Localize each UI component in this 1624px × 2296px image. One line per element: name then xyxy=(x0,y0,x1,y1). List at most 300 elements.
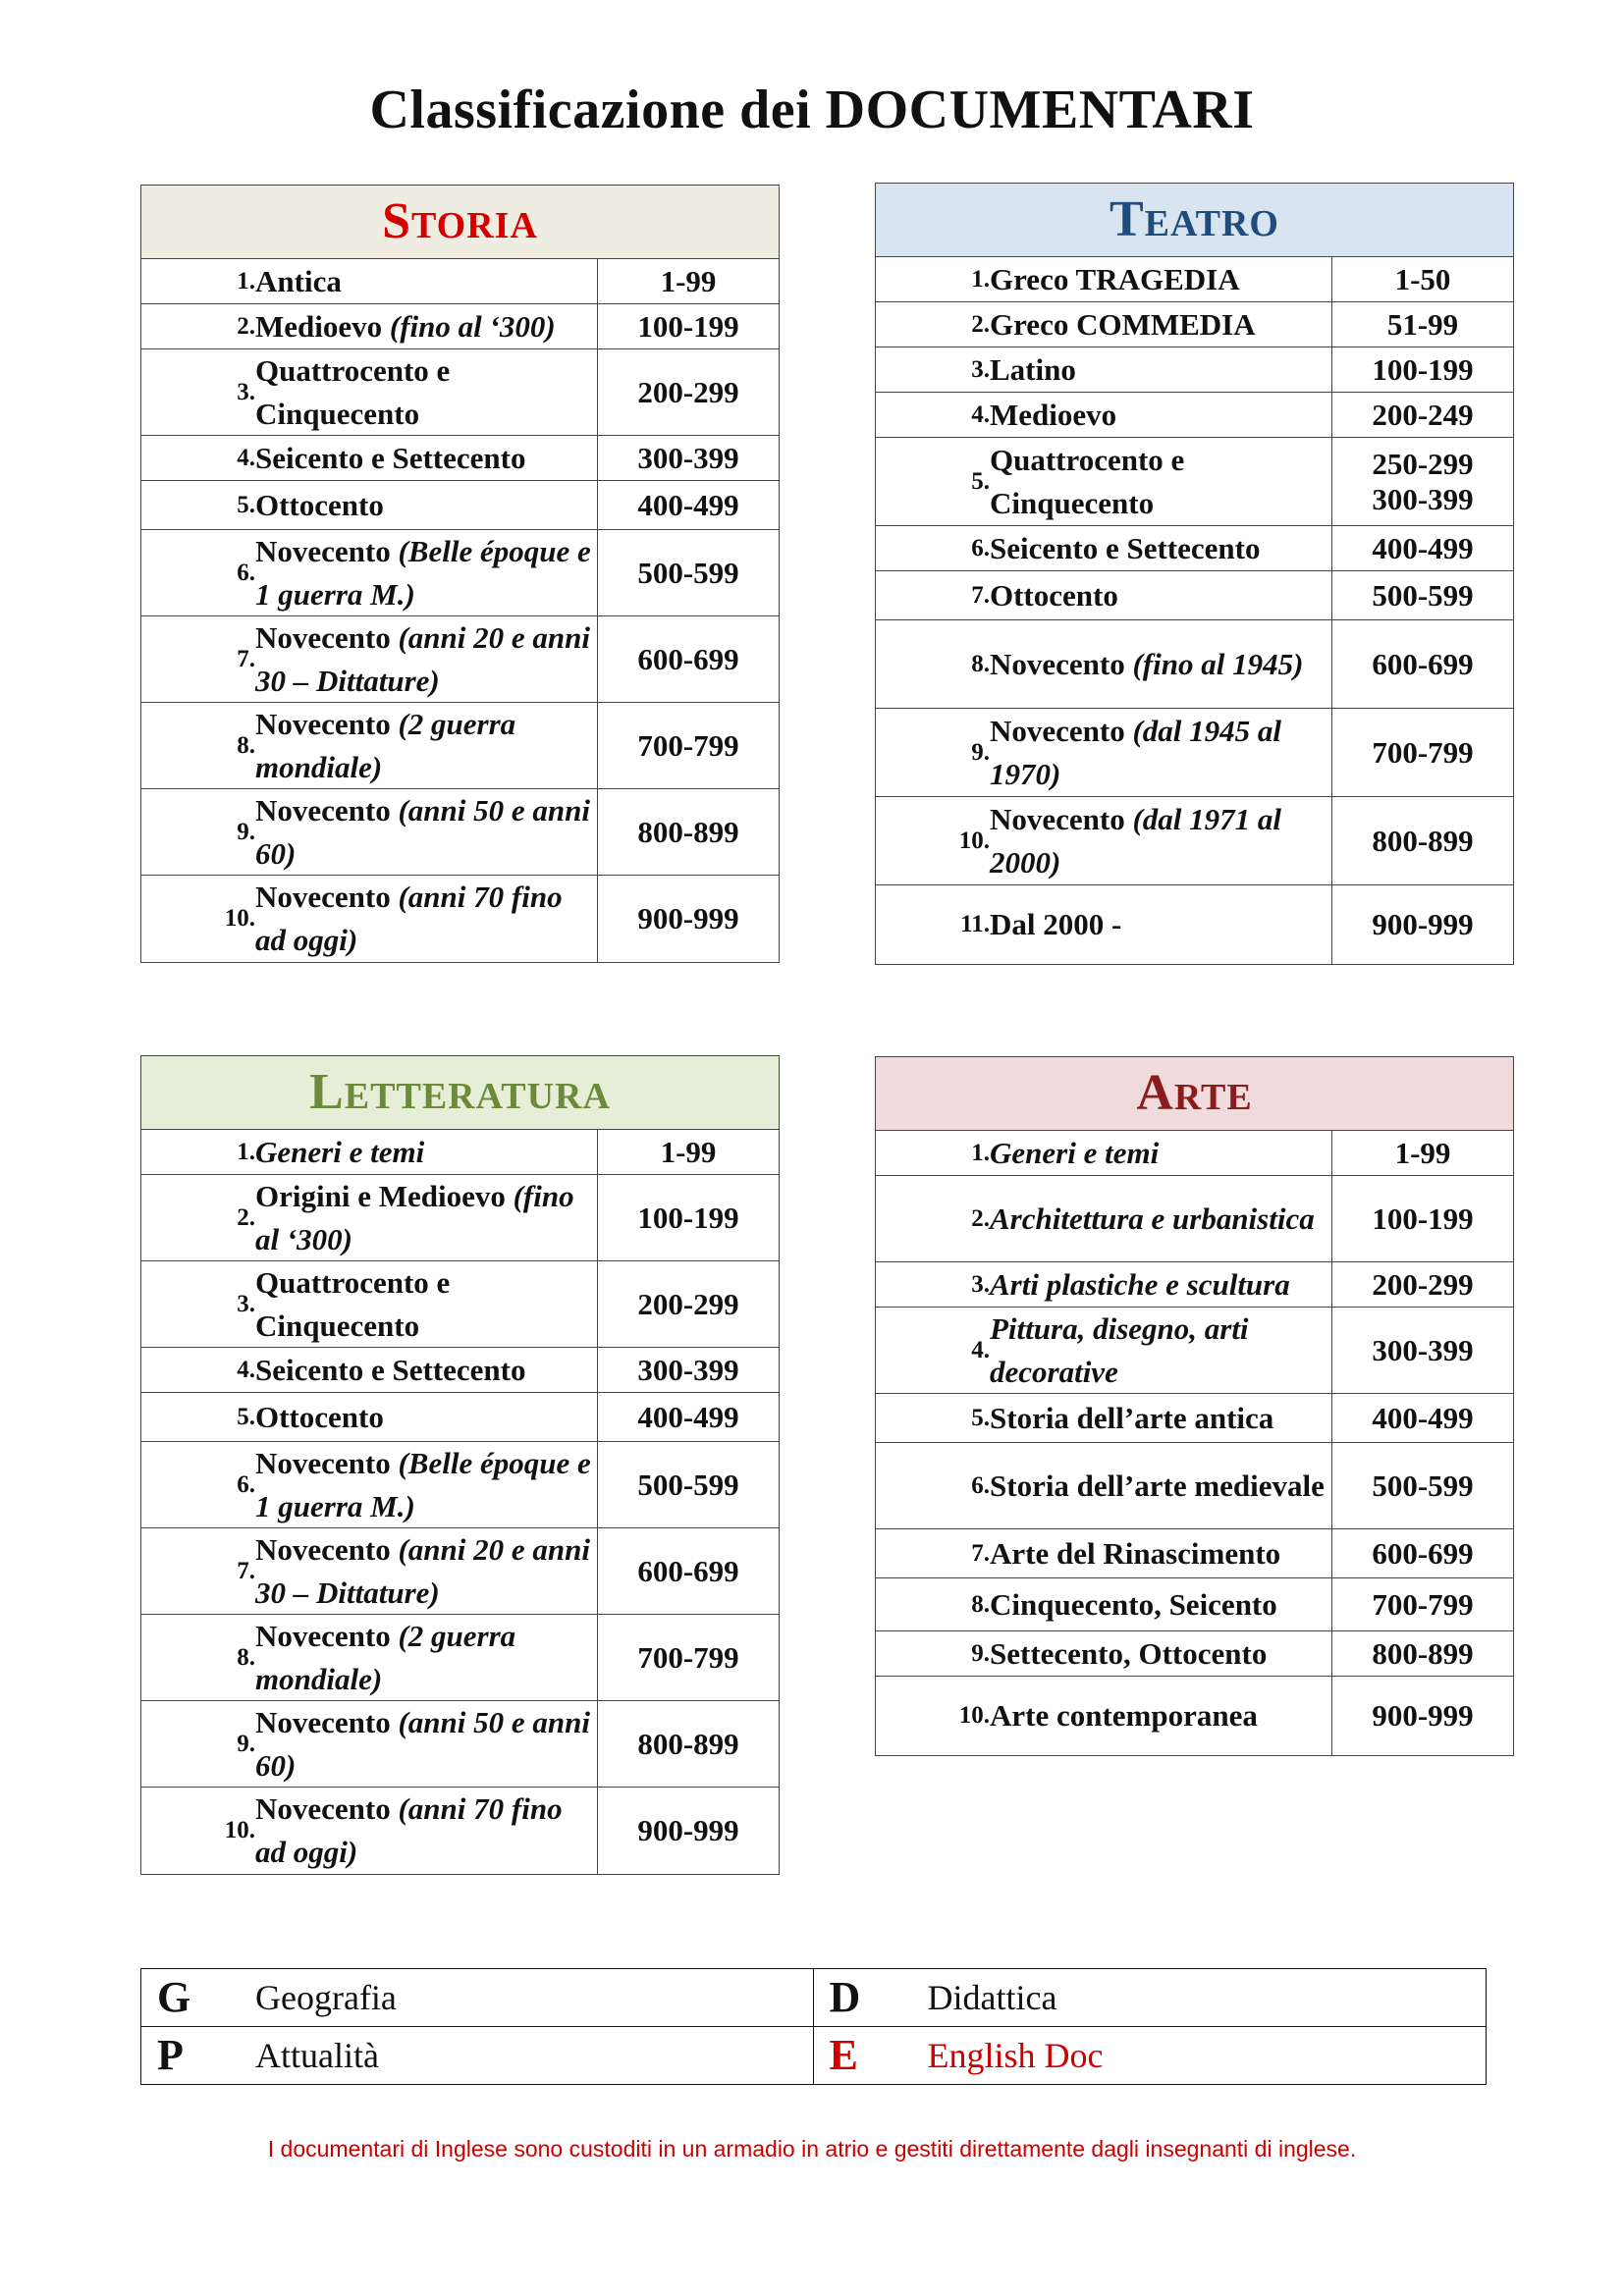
range-value: 300-399 xyxy=(1372,1332,1474,1367)
range-cell xyxy=(1332,571,1513,619)
row-number: 5. xyxy=(237,491,255,518)
row-number: 3. xyxy=(237,378,255,405)
category-name-main: Novecento xyxy=(255,1791,399,1826)
category-name-note: (Belle époque e 1 guerra M.) xyxy=(255,533,591,612)
row-number: 9. xyxy=(971,738,990,766)
range-cell xyxy=(1332,797,1513,884)
range-value: 1-99 xyxy=(660,1134,717,1169)
range-value: 300-399 xyxy=(637,440,739,475)
row-number: 1. xyxy=(237,1138,255,1165)
category-name-cell xyxy=(876,438,1332,525)
category-name-cell xyxy=(141,1130,598,1174)
range-value: 200-299 xyxy=(637,374,739,409)
category-name-cell xyxy=(876,302,1332,347)
category-name-main: Storia dell’arte antica xyxy=(990,1400,1274,1435)
range-value: 600-699 xyxy=(1372,1535,1474,1571)
range-cell xyxy=(598,876,779,962)
category-name xyxy=(990,903,1127,946)
category-name xyxy=(990,1397,1279,1440)
range-cell xyxy=(598,1130,779,1174)
range-value: 400-499 xyxy=(637,487,739,522)
row-number: 7. xyxy=(237,1557,255,1584)
range-cell xyxy=(598,616,779,702)
category-name xyxy=(255,484,390,527)
range-value: 51-99 xyxy=(1386,306,1459,342)
arte-title-initial: A xyxy=(1136,1065,1174,1121)
range-cell xyxy=(1332,1529,1513,1577)
category-name-main: Novecento xyxy=(255,1445,399,1480)
legend-item-geografia xyxy=(141,1969,814,2027)
category-name-main: Greco TRAGEDIA xyxy=(990,261,1240,296)
legend-label: English Doc xyxy=(927,2035,1104,2075)
category-name-main: Seicento e Settecento xyxy=(255,1352,526,1387)
row-number: 1. xyxy=(971,1139,990,1166)
category-name xyxy=(255,1615,597,1701)
range-value: 700-799 xyxy=(1372,1586,1474,1622)
category-name xyxy=(255,1442,597,1528)
table-row xyxy=(876,257,1513,302)
range-value-secondary: 300-399 xyxy=(1372,481,1474,516)
category-name-cell xyxy=(876,393,1332,437)
range-cell xyxy=(598,1528,779,1614)
category-name-cell xyxy=(141,259,598,303)
category-name-note: (fino al ‘300) xyxy=(389,308,556,344)
category-name-cell xyxy=(876,797,1332,884)
row-number: 5. xyxy=(971,1404,990,1431)
table-row xyxy=(876,709,1513,797)
category-name-cell xyxy=(876,1262,1332,1307)
table-row xyxy=(141,304,779,349)
range-value: 250-299 xyxy=(1372,446,1474,481)
row-number: 8. xyxy=(237,731,255,759)
category-name-cell xyxy=(141,876,598,962)
range-cell xyxy=(1332,1131,1513,1175)
letteratura-table xyxy=(140,1055,780,1875)
range-value: 500-599 xyxy=(637,555,739,590)
range-cell xyxy=(598,530,779,615)
table-row xyxy=(141,1788,779,1874)
category-name-cell xyxy=(876,1443,1332,1528)
table-row xyxy=(876,526,1513,571)
range-value: 900-999 xyxy=(637,901,739,935)
footer-note: I documentari di Inglese sono custoditi in un armadio in atrio e gestiti direttamente dagli insegnanti di inglese. xyxy=(267,2136,1357,2162)
legend-item-attualita xyxy=(141,2027,814,2085)
table-row xyxy=(141,1393,779,1442)
category-name-cell xyxy=(141,349,598,435)
category-name-note: (anni 20 e anni 30 – Dittature) xyxy=(255,1531,591,1610)
storia-title-rest: TORIA xyxy=(411,205,538,246)
row-number: 2. xyxy=(971,1204,990,1232)
category-name-cell xyxy=(876,1578,1332,1630)
row-number: 6. xyxy=(237,1470,255,1498)
table-row xyxy=(141,530,779,616)
category-name-main: Greco COMMEDIA xyxy=(990,306,1256,342)
row-number: 2. xyxy=(971,310,990,338)
category-name-cell xyxy=(876,1677,1332,1755)
range-cell xyxy=(598,304,779,348)
table-row xyxy=(876,1578,1513,1631)
row-number: 6. xyxy=(237,559,255,586)
range-value: 600-699 xyxy=(637,1553,739,1588)
table-row xyxy=(876,347,1513,393)
category-name-main: Quattrocento e Cinquecento xyxy=(255,1264,451,1343)
table-row xyxy=(141,1261,779,1348)
range-value: 400-499 xyxy=(637,1399,739,1434)
range-cell xyxy=(598,1348,779,1392)
range-cell xyxy=(1332,302,1513,347)
range-value: 700-799 xyxy=(1372,734,1474,770)
category-name-main: Dal 2000 - xyxy=(990,907,1122,941)
table-row xyxy=(141,1615,779,1701)
category-name-main: Latino xyxy=(990,351,1076,387)
table-row xyxy=(876,885,1513,964)
category-name-cell xyxy=(876,709,1332,796)
category-name-main: Novecento xyxy=(255,1618,399,1653)
range-cell xyxy=(1332,1308,1513,1393)
table-row xyxy=(141,1175,779,1261)
legend-label: Attualità xyxy=(255,2035,379,2075)
category-name-main: Seicento e Settecento xyxy=(255,440,526,475)
category-name-cell xyxy=(141,304,598,348)
category-name-note: (anni 50 e anni 60) xyxy=(255,792,591,871)
category-name-note: (anni 50 e anni 60) xyxy=(255,1704,591,1783)
table-row xyxy=(876,797,1513,885)
range-value: 1-50 xyxy=(1394,261,1451,296)
row-number: 11. xyxy=(960,911,990,937)
range-value: 900-999 xyxy=(1372,907,1474,941)
category-name-cell xyxy=(141,1175,598,1260)
category-name xyxy=(990,394,1122,437)
row-number: 7. xyxy=(237,645,255,672)
category-name xyxy=(255,349,597,436)
range-cell xyxy=(1332,347,1513,392)
category-name-cell xyxy=(876,257,1332,301)
category-name-cell xyxy=(876,620,1332,708)
table-row xyxy=(141,1348,779,1393)
row-number: 4. xyxy=(237,1356,255,1383)
category-name-cell xyxy=(876,1131,1332,1175)
row-number: 8. xyxy=(237,1643,255,1671)
category-name xyxy=(255,703,597,789)
range-cell xyxy=(1332,393,1513,437)
category-name xyxy=(990,1132,1164,1175)
table-row xyxy=(876,1131,1513,1176)
category-name-cell xyxy=(876,1176,1332,1261)
page-title: Classificazione dei DOCUMENTARI xyxy=(369,80,1255,140)
table-row xyxy=(141,789,779,876)
category-name-cell xyxy=(876,526,1332,570)
category-name xyxy=(990,643,1309,686)
row-number: 9. xyxy=(971,1639,990,1667)
category-name xyxy=(990,1632,1272,1676)
category-name-note: (2 guerra mondiale) xyxy=(255,1618,516,1696)
category-name xyxy=(990,798,1331,884)
table-row xyxy=(141,876,779,962)
category-name-cell xyxy=(876,1394,1332,1442)
category-name-cell xyxy=(141,616,598,702)
category-name-note: Arti plastiche e scultura xyxy=(990,1266,1290,1302)
range-cell xyxy=(598,1701,779,1787)
row-number: 2. xyxy=(237,1203,255,1231)
row-number: 9. xyxy=(237,1730,255,1757)
storia-table xyxy=(140,185,780,963)
category-name xyxy=(990,1465,1330,1508)
category-name-cell xyxy=(876,1529,1332,1577)
row-number: 5. xyxy=(237,1403,255,1430)
range-value: 300-399 xyxy=(637,1352,739,1387)
table-row xyxy=(141,1442,779,1528)
range-value: 600-699 xyxy=(637,641,739,676)
row-number: 9. xyxy=(237,818,255,845)
legend-item-english-doc xyxy=(814,2027,1487,2085)
range-cell xyxy=(1332,1677,1513,1755)
table-row xyxy=(141,1528,779,1615)
category-name-cell xyxy=(141,1393,598,1441)
row-number: 3. xyxy=(971,355,990,383)
category-name-cell xyxy=(141,1528,598,1614)
legend-label: Didattica xyxy=(927,1977,1057,2017)
range-value: 900-999 xyxy=(1372,1698,1474,1733)
range-value: 100-199 xyxy=(637,308,739,344)
category-name-cell xyxy=(141,436,598,480)
category-name-main: Storia dell’arte medievale xyxy=(990,1468,1325,1503)
category-name-cell xyxy=(141,1261,598,1347)
category-name-cell xyxy=(141,1788,598,1874)
category-name xyxy=(255,305,562,348)
range-value: 500-599 xyxy=(637,1467,739,1502)
category-name-note: (fino al 1945) xyxy=(1132,646,1304,681)
category-name xyxy=(990,1308,1331,1394)
category-name-main: Novecento xyxy=(255,706,399,741)
category-name xyxy=(990,710,1331,796)
category-name-main: Settecento, Ottocento xyxy=(990,1635,1268,1671)
range-value: 100-199 xyxy=(637,1200,739,1235)
row-number: 4. xyxy=(971,400,990,428)
range-cell xyxy=(598,1615,779,1700)
row-number: 5. xyxy=(971,467,990,495)
range-value: 800-899 xyxy=(1372,1635,1474,1671)
legend-item-didattica xyxy=(814,1969,1487,2027)
category-name-cell xyxy=(141,481,598,529)
range-cell xyxy=(1332,1443,1513,1528)
letteratura-title-initial: L xyxy=(309,1064,345,1120)
category-name xyxy=(990,1583,1283,1627)
row-number: 1. xyxy=(237,267,255,294)
row-number: 10. xyxy=(958,1702,990,1729)
category-name-cell xyxy=(876,1308,1332,1393)
range-cell xyxy=(1332,526,1513,570)
storia-header xyxy=(141,186,779,259)
range-value: 700-799 xyxy=(637,727,739,763)
storia-title-initial: S xyxy=(382,193,412,249)
range-cell xyxy=(598,1175,779,1260)
category-name-main: Seicento e Settecento xyxy=(990,530,1261,565)
row-number: 10. xyxy=(958,827,990,854)
table-row xyxy=(141,481,779,530)
range-value: 1-99 xyxy=(660,263,717,298)
row-number: 8. xyxy=(971,1590,990,1618)
row-number: 6. xyxy=(971,534,990,561)
row-number: 7. xyxy=(971,1539,990,1567)
range-value: 1-99 xyxy=(1394,1135,1451,1170)
table-row xyxy=(876,1176,1513,1262)
category-name xyxy=(255,437,531,480)
row-number: 6. xyxy=(971,1471,990,1499)
category-name-note: (Belle époque e 1 guerra M.) xyxy=(255,1445,591,1523)
range-value: 800-899 xyxy=(1372,823,1474,858)
row-number: 8. xyxy=(971,650,990,677)
range-cell xyxy=(598,703,779,788)
row-number: 3. xyxy=(237,1290,255,1317)
category-name-note: (dal 1971 al 2000) xyxy=(990,801,1282,880)
range-value: 200-249 xyxy=(1372,397,1474,432)
category-name xyxy=(990,1198,1321,1241)
category-name xyxy=(255,530,597,616)
category-name-cell xyxy=(876,571,1332,619)
category-name xyxy=(990,527,1266,570)
table-row xyxy=(876,393,1513,438)
category-name-main: Quattrocento e Cinquecento xyxy=(990,442,1185,520)
range-value: 700-799 xyxy=(637,1639,739,1675)
category-name xyxy=(255,260,348,303)
legend-label: Geografia xyxy=(255,1977,397,2017)
range-value: 100-199 xyxy=(1372,1201,1474,1236)
category-name xyxy=(255,876,597,962)
legend-letter: G xyxy=(157,1973,191,2022)
range-cell xyxy=(1332,709,1513,796)
category-name-main: Arte del Rinascimento xyxy=(990,1535,1281,1571)
table-row xyxy=(876,302,1513,347)
table-row xyxy=(876,620,1513,709)
category-name xyxy=(255,616,597,703)
category-name xyxy=(255,1396,390,1439)
table-row xyxy=(141,1701,779,1788)
table-row xyxy=(876,1529,1513,1578)
category-name xyxy=(990,258,1246,301)
range-cell xyxy=(1332,885,1513,964)
row-number: 3. xyxy=(971,1270,990,1298)
category-name-main: Novecento xyxy=(990,646,1133,681)
range-cell xyxy=(1332,257,1513,301)
range-value: 100-199 xyxy=(1372,351,1474,387)
category-name-main: Ottocento xyxy=(990,577,1118,613)
row-number: 10. xyxy=(224,905,255,932)
row-number: 10. xyxy=(224,1817,255,1843)
table-row xyxy=(141,259,779,304)
category-name xyxy=(255,1701,597,1788)
category-name xyxy=(990,1263,1296,1307)
range-cell xyxy=(598,1393,779,1441)
category-name xyxy=(990,439,1331,525)
legend-letter: P xyxy=(157,2031,184,2080)
legend-letter: E xyxy=(829,2031,858,2080)
table-row xyxy=(876,438,1513,526)
legend-table xyxy=(140,1968,1487,2085)
category-name-main: Ottocento xyxy=(255,487,384,522)
category-name-main: Medioevo xyxy=(255,308,390,344)
row-number: 7. xyxy=(971,581,990,609)
range-cell xyxy=(598,259,779,303)
category-name xyxy=(255,1349,531,1392)
legend-letter: D xyxy=(829,1973,861,2022)
range-cell xyxy=(1332,1262,1513,1307)
category-name-main: Antica xyxy=(255,263,342,298)
category-name-cell xyxy=(141,1701,598,1787)
table-row xyxy=(876,1262,1513,1308)
category-name-main: Novecento xyxy=(255,1531,399,1567)
table-row xyxy=(141,703,779,789)
category-name-cell xyxy=(876,1631,1332,1676)
letteratura-header xyxy=(141,1056,779,1130)
table-row xyxy=(876,1394,1513,1443)
range-value: 800-899 xyxy=(637,814,739,849)
table-row xyxy=(876,1308,1513,1394)
category-name-main: Novecento xyxy=(255,880,399,914)
range-cell xyxy=(598,1442,779,1527)
category-name-note: (anni 70 fino ad oggi) xyxy=(255,1791,563,1869)
table-row xyxy=(876,571,1513,620)
category-name-main: Cinquecento, Seicento xyxy=(990,1586,1277,1622)
category-name-note: (anni 20 e anni 30 – Dittature) xyxy=(255,619,591,698)
table-row xyxy=(141,616,779,703)
arte-table xyxy=(875,1056,1514,1756)
category-name-note: (dal 1945 al 1970) xyxy=(990,713,1282,791)
category-name-note: Pittura, disegno, arti decorative xyxy=(990,1310,1249,1389)
row-number: 4. xyxy=(971,1336,990,1363)
category-name-cell xyxy=(141,1615,598,1700)
teatro-header xyxy=(876,184,1513,257)
category-name-main: Novecento xyxy=(255,1704,399,1739)
category-name-main: Ottocento xyxy=(255,1399,384,1434)
range-cell xyxy=(598,1261,779,1347)
range-cell xyxy=(1332,1578,1513,1630)
range-cell xyxy=(598,349,779,435)
category-name-cell xyxy=(141,703,598,788)
row-number: 2. xyxy=(237,312,255,340)
category-name-note: Architettura e urbanistica xyxy=(990,1201,1315,1236)
category-name-main: Novecento xyxy=(990,713,1133,748)
range-cell xyxy=(1332,1631,1513,1676)
category-name-note: (fino al ‘300) xyxy=(255,1178,574,1256)
table-row xyxy=(141,349,779,436)
table-row xyxy=(876,1677,1513,1755)
category-name-cell xyxy=(876,885,1332,964)
category-name xyxy=(990,303,1262,347)
category-name-cell xyxy=(141,1348,598,1392)
table-row xyxy=(876,1631,1513,1677)
range-cell xyxy=(598,481,779,529)
category-name xyxy=(990,348,1082,392)
range-value: 800-899 xyxy=(637,1726,739,1761)
category-name-main: Medioevo xyxy=(990,397,1117,432)
range-cell xyxy=(598,789,779,875)
table-row xyxy=(876,1443,1513,1529)
row-number: 1. xyxy=(971,265,990,293)
teatro-title-initial: T xyxy=(1109,191,1145,247)
category-name xyxy=(255,789,597,876)
category-name-note: Generi e temi xyxy=(990,1135,1160,1170)
arte-title-rest: RTE xyxy=(1173,1077,1253,1118)
teatro-title-rest: EATRO xyxy=(1144,203,1279,244)
category-name-cell xyxy=(141,1442,598,1527)
range-cell xyxy=(1332,620,1513,708)
category-name-note: (2 guerra mondiale) xyxy=(255,706,516,784)
category-name-note: Generi e temi xyxy=(255,1134,425,1169)
range-cell xyxy=(1332,438,1513,525)
range-value: 600-699 xyxy=(1372,646,1474,681)
teatro-table xyxy=(875,183,1514,965)
category-name-main: Novecento xyxy=(990,801,1133,836)
